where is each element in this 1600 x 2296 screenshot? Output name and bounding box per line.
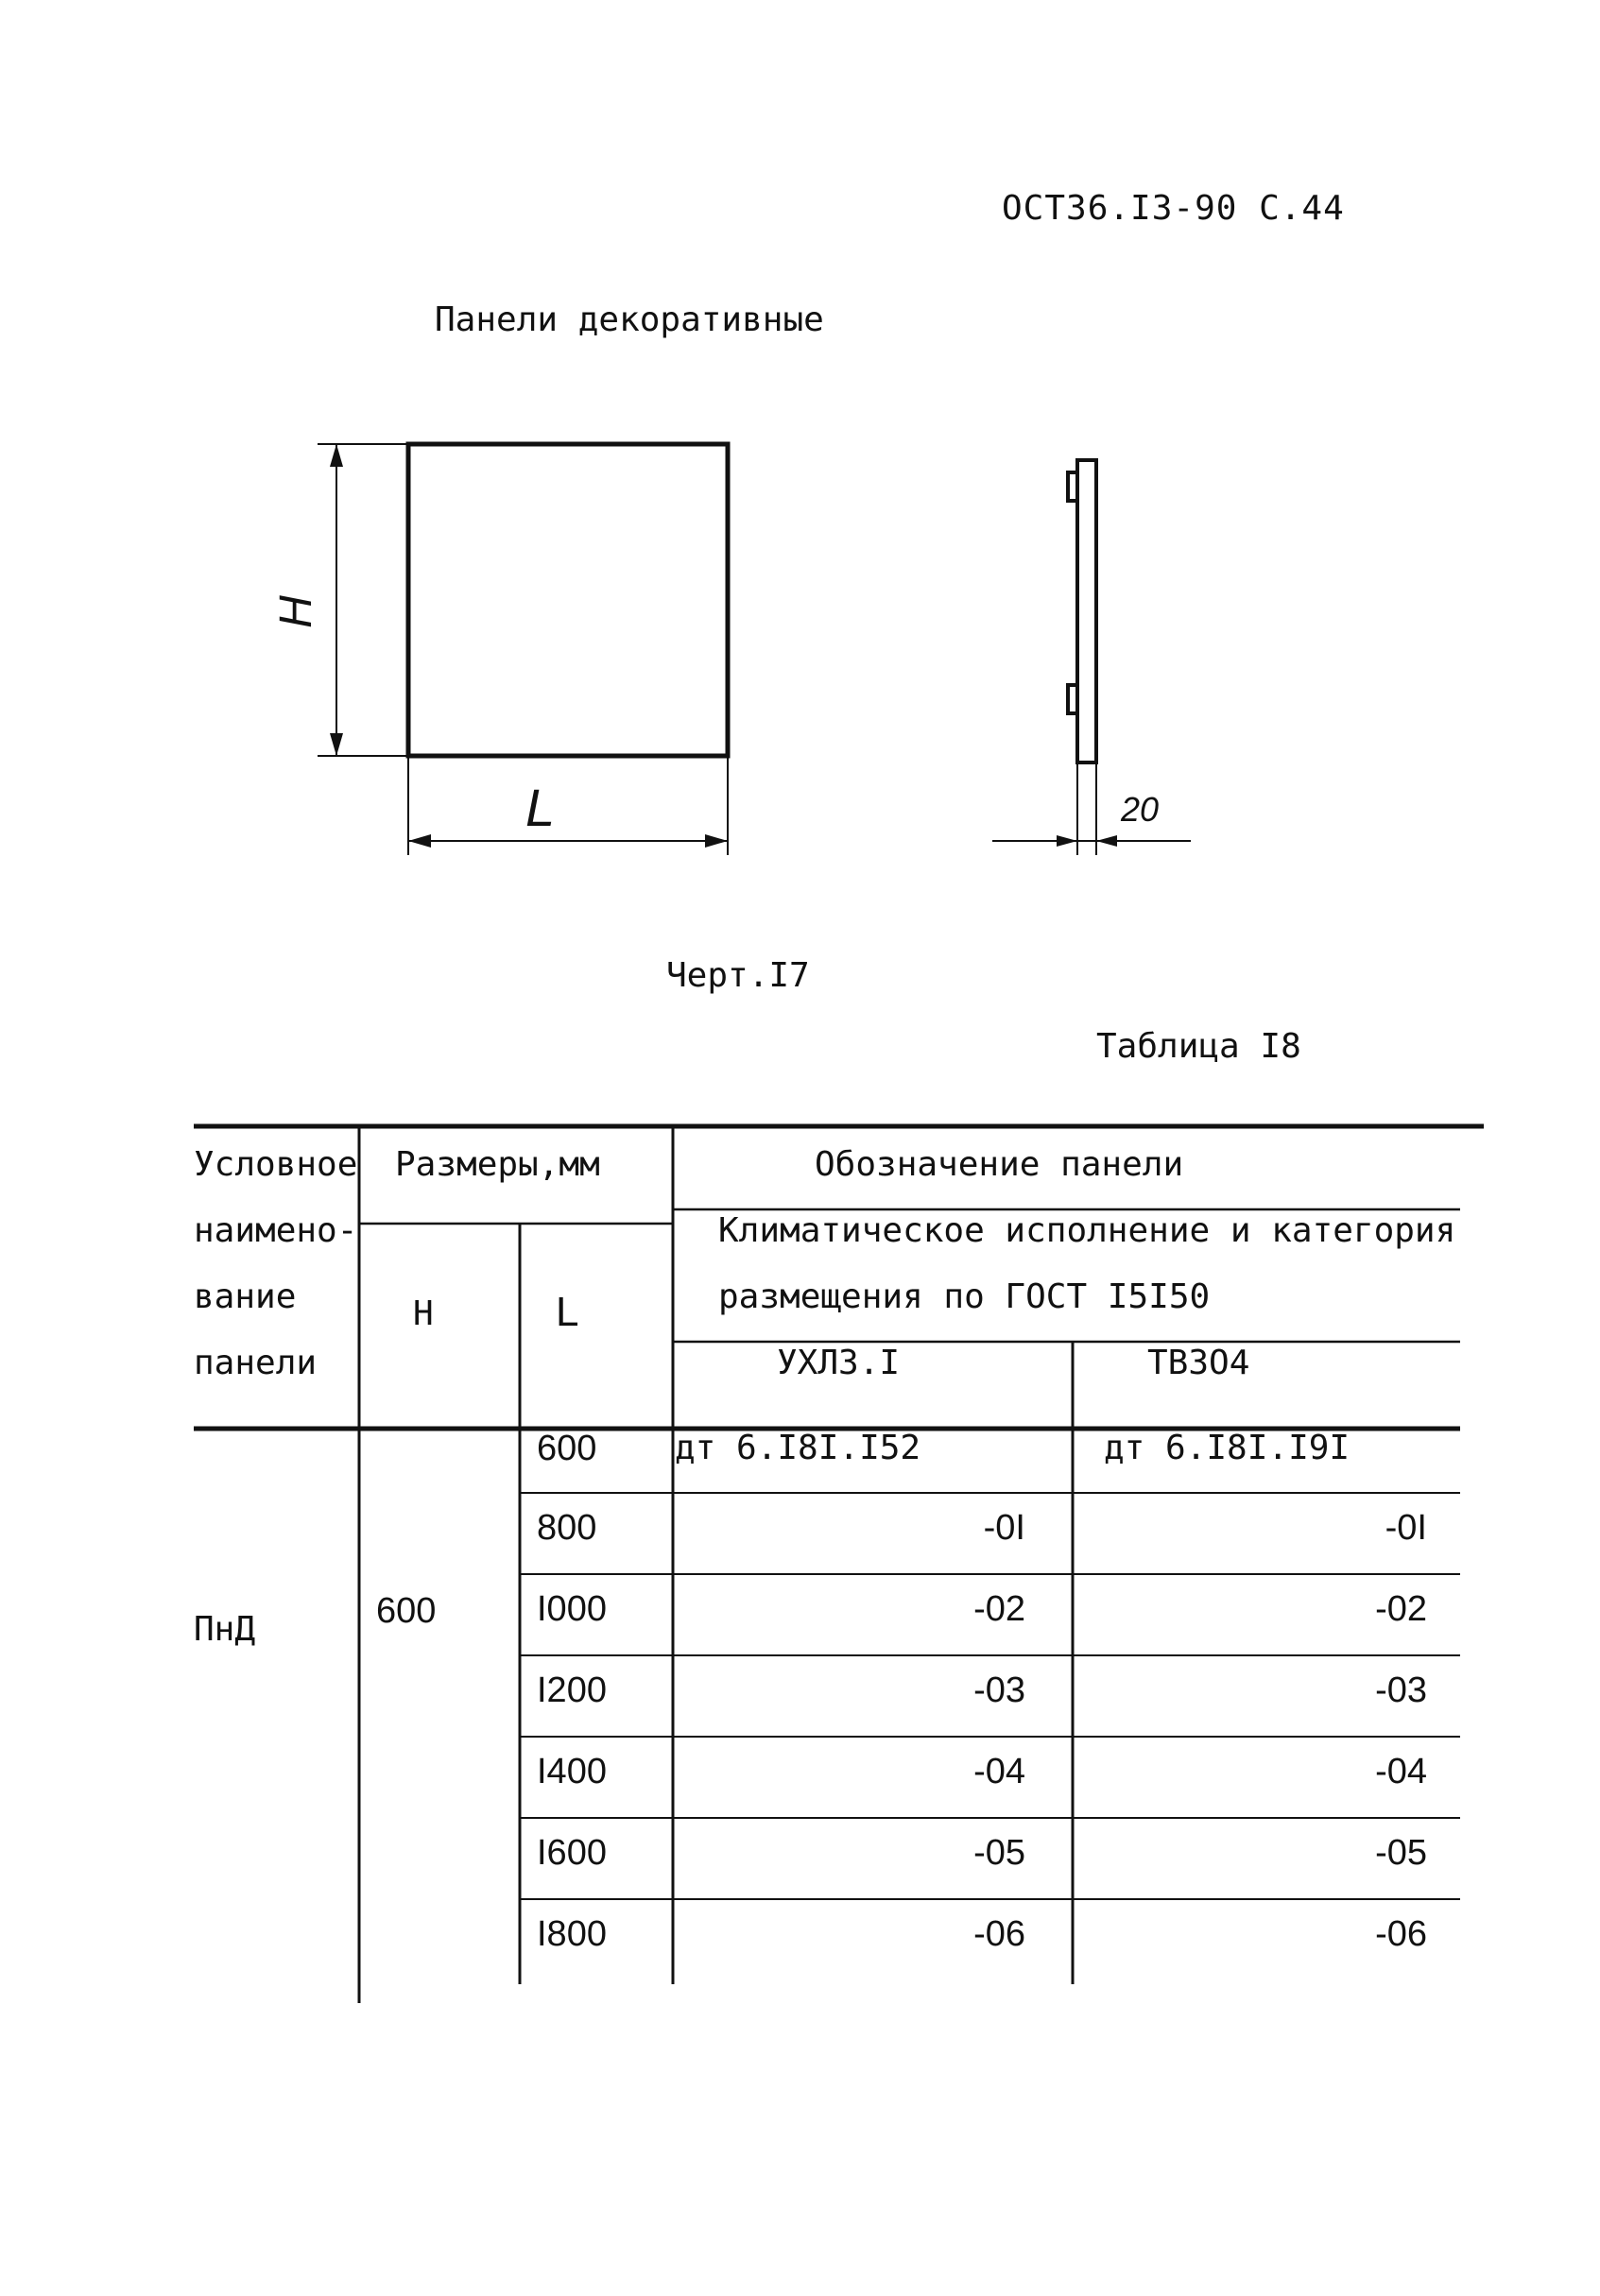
cell-uhl: -05	[973, 1833, 1025, 1873]
col-name-line-1: Условное	[194, 1145, 358, 1184]
group-name-cell: ПнД	[194, 1610, 256, 1649]
col-uhl-header: УХЛ3.I	[777, 1344, 901, 1382]
col-name-line-2: наимено-	[194, 1211, 358, 1250]
col-tv-header: ТВ3О4	[1147, 1344, 1250, 1382]
cell-uhl: -0I	[983, 1508, 1025, 1548]
table-number: Таблица I8	[1096, 1027, 1301, 1066]
document-code: ОСТ36.I3-90 С.44	[1002, 189, 1345, 228]
cell-uhl: -03	[973, 1671, 1025, 1710]
col-sizes-header: Размеры,мм	[395, 1145, 600, 1184]
cell-tv: -0I	[1385, 1508, 1427, 1548]
col-designation-header: Обозначение панели	[815, 1145, 1184, 1184]
cell-uhl: -06	[973, 1914, 1025, 1954]
cell-l: I800	[537, 1914, 607, 1954]
col-climate-line-1: Климатическое исполнение и категория	[718, 1211, 1456, 1250]
dim-label-h: H	[270, 595, 321, 628]
col-climate-line-2: размещения по ГОСТ I5I50	[718, 1277, 1211, 1316]
cell-uhl: -04	[973, 1752, 1025, 1791]
panel-front-view	[408, 444, 728, 756]
dim-label-l: L	[525, 778, 556, 837]
cell-tv: -06	[1375, 1914, 1427, 1954]
cell-tv: -05	[1375, 1833, 1427, 1873]
page-title: Панели декоративные	[435, 300, 824, 339]
cell-tv: -04	[1375, 1752, 1427, 1791]
cell-l: I600	[537, 1833, 607, 1873]
cell-uhl: дт 6.I8I.I52	[675, 1429, 921, 1467]
group-h-cell: 600	[376, 1591, 437, 1631]
cell-tv: -03	[1375, 1671, 1427, 1710]
dim-label-20: 20	[1121, 790, 1160, 829]
col-h-header: H	[413, 1294, 434, 1333]
drawing-caption: Черт.I7	[666, 956, 810, 995]
cell-tv: -02	[1375, 1589, 1427, 1629]
col-name-line-4: панели	[194, 1344, 318, 1382]
cell-uhl: -02	[973, 1589, 1025, 1629]
col-l-header: L	[556, 1289, 579, 1335]
cell-l: 800	[537, 1508, 597, 1548]
cell-l: I200	[537, 1671, 607, 1710]
cell-l: 600	[537, 1429, 597, 1468]
cell-tv: дт 6.I8I.I9I	[1104, 1429, 1351, 1467]
cell-l: I000	[537, 1589, 607, 1629]
col-name-line-3: вание	[194, 1277, 297, 1316]
cell-l: I400	[537, 1752, 607, 1791]
panel-side-view	[1077, 460, 1096, 762]
